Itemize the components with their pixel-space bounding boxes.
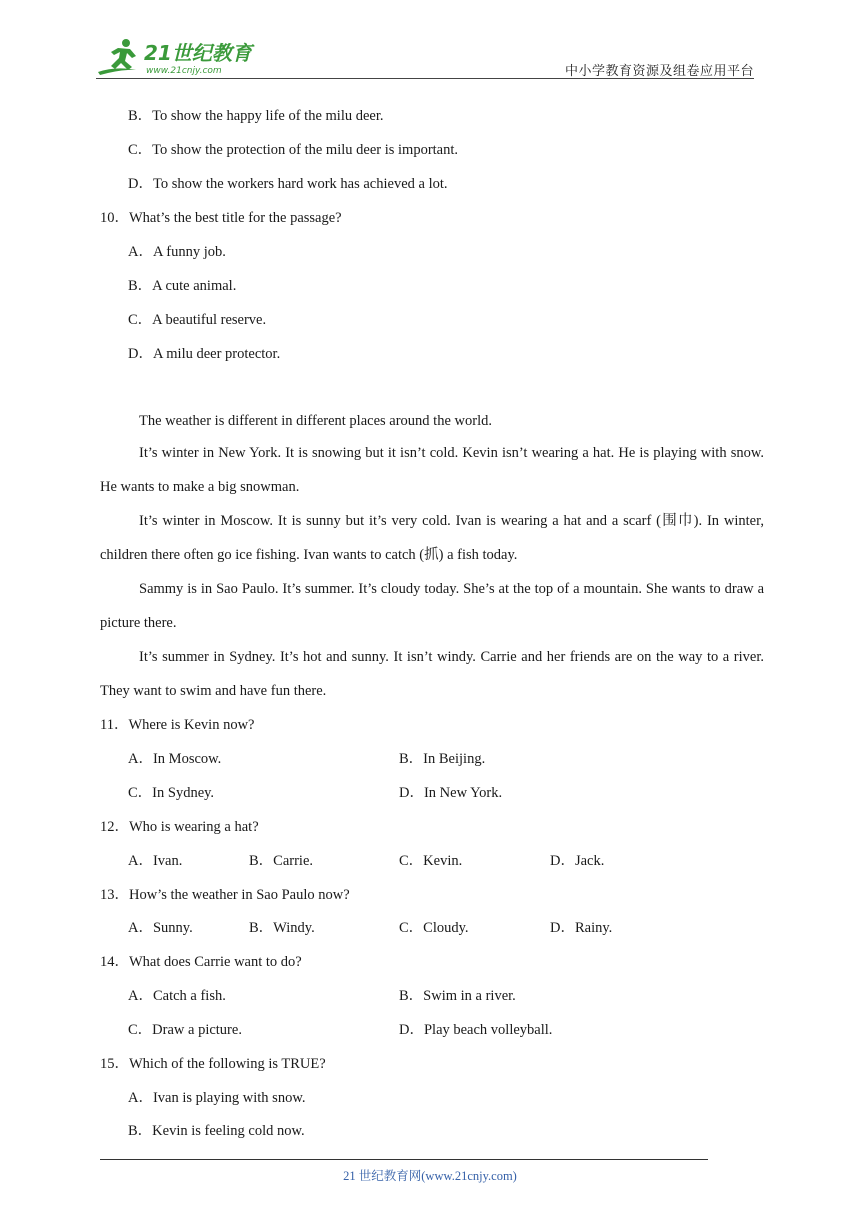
passage-paragraph-2-text: It’s winter in New York. It is snowing but it isn’t cold. Kevin isn’t wearing a hat. He is playing with snow. He wants to make a big snowman. [100, 445, 764, 495]
q12-option-b: B．Carrie. [249, 853, 314, 869]
footer-link[interactable]: 21 世纪教育网(www.21cnjy.com) [343, 1169, 517, 1183]
passage-paragraph-4 [100, 572, 764, 640]
q14-option-c: C．Draw a picture. [128, 1022, 242, 1038]
q13-option-a: A．Sunny. [128, 920, 193, 936]
q13-option-c: C．Cloudy. [399, 920, 469, 936]
q9-option-c: C．To show the protection of the milu deer is important. [128, 142, 459, 158]
q13-stem: 13．How’s the weather in Sao Paulo now? [100, 887, 350, 903]
q14-option-b: B．Swim in a river. [399, 988, 516, 1004]
q9-option-d: D．To show the workers hard work has achieved a lot. [128, 176, 448, 192]
passage-paragraph-4-text: Sammy is in Sao Paulo. It’s summer. It’s cloudy today. She’s at the top of a mountain. She wants to draw a picture there. [100, 581, 764, 631]
q14-option-a: A．Catch a fish. [128, 988, 226, 1004]
passage-paragraph-5 [100, 640, 764, 708]
q12-option-a: A．Ivan. [128, 853, 183, 869]
passage-paragraph-3-text: It’s winter in Moscow. It is sunny but it’s very cold. Ivan is wearing a hat and a scarf (围巾). In winter, children there often go ice fishing. Ivan wants to catch (抓) a fish today. [100, 513, 764, 563]
header-tagline: 中小学教育资源及组卷应用平台 [564, 63, 754, 78]
q12-option-d: D．Jack. [550, 853, 605, 869]
q10-option-d: D．A milu deer protector. [128, 346, 281, 362]
q10-option-b: B．A cute animal. [128, 278, 237, 294]
footer-divider [100, 1159, 708, 1160]
q11-option-c: C．In Sydney. [128, 785, 215, 801]
passage-paragraph-3 [100, 504, 764, 572]
site-logo [96, 36, 256, 78]
q14-stem: 14．What does Carrie want to do? [100, 954, 302, 970]
q10-option-c: C．A beautiful reserve. [128, 312, 267, 328]
q9-option-b: B．To show the happy life of the milu deer. [128, 108, 384, 124]
passage-paragraph-1: The weather is different in different places around the world. [139, 413, 492, 429]
header-divider [96, 78, 754, 79]
q11-option-a: A．In Moscow. [128, 751, 222, 767]
q12-option-c: C．Kevin. [399, 853, 463, 869]
passage-paragraph-2 [100, 436, 764, 504]
q10-option-a: A．A funny job. [128, 244, 226, 260]
q11-option-d: D．In New York. [399, 785, 503, 801]
q12-stem: 12．Who is wearing a hat? [100, 819, 259, 835]
logo-text: 21世纪教育 [144, 41, 252, 65]
q15-option-b: B．Kevin is feeling cold now. [128, 1123, 305, 1139]
q11-stem: 11．Where is Kevin now? [100, 717, 255, 733]
q14-option-d: D．Play beach volleyball. [399, 1022, 553, 1038]
q15-stem: 15．Which of the following is TRUE? [100, 1056, 326, 1072]
q11-option-b: B．In Beijing. [399, 751, 486, 767]
passage-paragraph-5-text: It’s summer in Sydney. It’s hot and sunny. It isn’t windy. Carrie and her friends are on the way to a river. They want to swim and have fun there. [100, 649, 764, 699]
logo-url: www.21cnjy.com [146, 66, 222, 76]
q15-option-a: A．Ivan is playing with snow. [128, 1090, 306, 1106]
q10-stem: 10．What’s the best title for the passage? [100, 210, 342, 226]
q13-option-b: B．Windy. [249, 920, 315, 936]
q13-option-d: D．Rainy. [550, 920, 613, 936]
